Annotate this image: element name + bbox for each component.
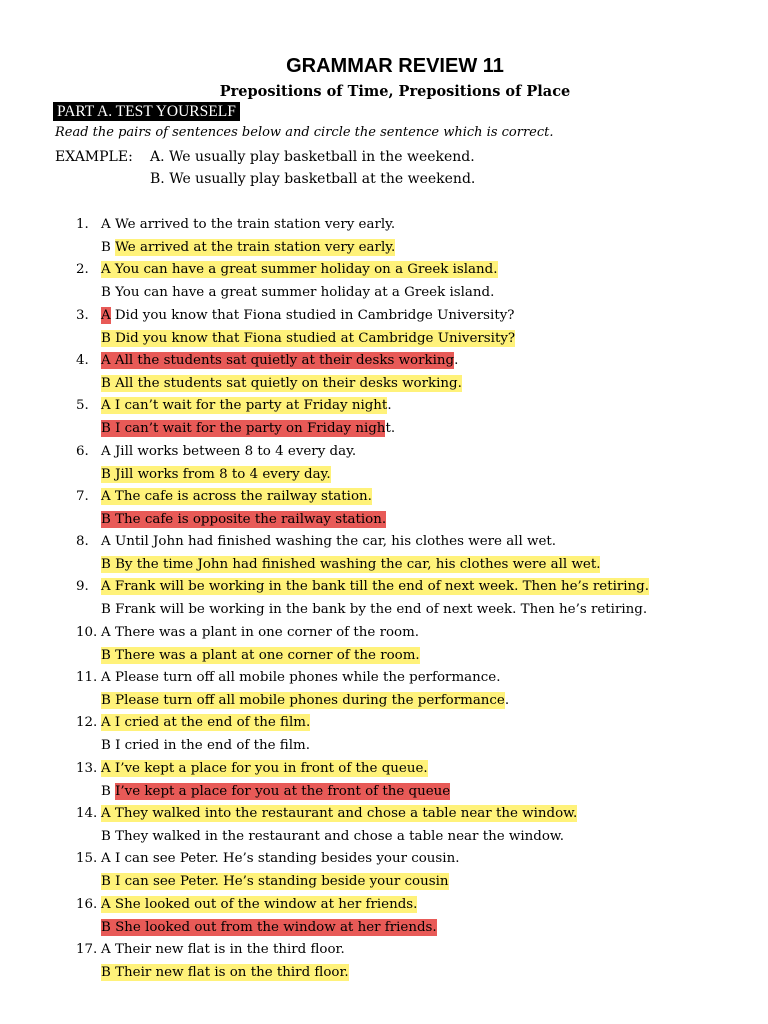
example-a-letter: A — [150, 149, 161, 165]
question-item — [0, 350, 768, 396]
option-a[interactable] — [101, 848, 459, 870]
option-text: They walked in the restaurant and chose a table near the window. — [115, 828, 565, 844]
option-b[interactable] — [101, 917, 437, 939]
option-letter: A — [101, 941, 111, 957]
question-number: 10. — [76, 624, 98, 640]
option-text: Frank will be working in the bank by the end of next week. Then he’s retiring. — [115, 602, 648, 618]
option-letter: A — [101, 670, 111, 685]
option-a[interactable] — [101, 712, 310, 734]
question-item — [0, 622, 768, 668]
option-b[interactable] — [101, 328, 515, 350]
option-b[interactable] — [101, 645, 420, 667]
question-item — [0, 441, 768, 487]
page-title: GRAMMAR REVIEW 11 — [286, 55, 504, 77]
question-item — [0, 939, 768, 985]
option-a[interactable] — [101, 441, 356, 463]
yellow-highlight: We arrived at the train station very early. — [115, 240, 396, 255]
yellow-highlight: B Their new flat is on the third floor. — [101, 964, 349, 980]
question-number: 7. — [76, 488, 89, 504]
option-tail: Did you know that Fiona studied in Cambridge University? — [110, 307, 515, 323]
option-a[interactable] — [101, 214, 395, 236]
option-b[interactable] — [101, 690, 509, 712]
option-a[interactable] — [101, 395, 392, 417]
option-b[interactable] — [101, 509, 386, 531]
part-heading: PART A. TEST YOURSELF — [53, 102, 240, 121]
question-item — [0, 259, 768, 305]
red-highlight: I’ve kept a place for you at the front of the queue — [115, 783, 451, 799]
yellow-highlight: A She looked out of the window at her friends. — [101, 896, 418, 912]
question-number: 14. — [76, 805, 98, 821]
option-b[interactable] — [101, 962, 349, 984]
question-number: 13. — [76, 760, 98, 776]
question-number: 5. — [76, 398, 89, 414]
option-text: Until John had finished washing the car, his clothes were all wet. — [114, 534, 557, 550]
question-number: 3. — [76, 307, 89, 323]
option-b[interactable] — [101, 826, 564, 848]
question-number: 4. — [76, 352, 89, 368]
yellow-highlight: A I can’t wait for the party at Friday night — [101, 398, 388, 414]
option-a[interactable] — [101, 803, 577, 825]
option-tail: . — [504, 693, 510, 708]
option-letter: B — [101, 738, 111, 754]
question-item — [0, 531, 768, 577]
option-b[interactable] — [101, 781, 450, 803]
example-option-a — [150, 149, 475, 165]
red-highlight: A — [101, 307, 111, 323]
yellow-highlight: B Did you know that Fiona studied at Cambridge University? — [101, 330, 516, 346]
yellow-highlight: A I cried at the end of the film. — [101, 715, 311, 731]
red-highlight: A All the students sat quietly at their desks working — [101, 352, 455, 368]
yellow-highlight: A They walked into the restaurant and chose a table near the window. — [101, 805, 578, 821]
page-subtitle: Prepositions of Time, Prepositions of Place — [219, 83, 571, 100]
option-b[interactable] — [101, 871, 449, 893]
option-letter: B — [101, 602, 111, 618]
question-item — [0, 803, 768, 849]
example-b-text: . We usually play basketball at the weekend. — [160, 171, 476, 187]
option-text: Please turn off all mobile phones while the performance. — [114, 670, 501, 685]
question-item — [0, 712, 768, 758]
question-item — [0, 848, 768, 894]
option-letter: B — [101, 285, 111, 301]
question-number: 11. — [76, 670, 98, 685]
red-highlight: B The cafe is opposite the railway station. — [101, 511, 387, 527]
example-option-b — [150, 171, 475, 187]
question-item — [0, 305, 768, 351]
option-letter: B — [101, 240, 111, 255]
option-b[interactable] — [101, 599, 647, 621]
yellow-highlight: A Frank will be working in the bank till the end of next week. Then he’s retiring. — [101, 579, 650, 595]
option-a[interactable] — [101, 259, 498, 281]
option-tail: . — [387, 398, 392, 414]
question-item — [0, 395, 768, 441]
option-tail: t. — [385, 421, 396, 437]
option-tail: . — [454, 352, 459, 368]
option-letter: A — [101, 534, 111, 550]
option-text: Jill works between 8 to 4 every day. — [114, 443, 357, 459]
option-b[interactable] — [101, 554, 600, 576]
yellow-highlight: A You can have a great summer holiday on a Greek island. — [101, 262, 498, 278]
question-number: 12. — [76, 715, 98, 731]
option-a[interactable] — [101, 894, 417, 916]
option-b[interactable] — [101, 418, 395, 440]
option-a[interactable] — [101, 939, 345, 961]
option-a[interactable] — [101, 531, 556, 553]
option-b[interactable] — [101, 373, 462, 395]
yellow-highlight: A The cafe is across the railway station. — [101, 488, 372, 504]
red-highlight: B I can’t wait for the party on Friday nigh — [101, 421, 386, 437]
option-a[interactable] — [101, 576, 649, 598]
question-number: 16. — [76, 896, 98, 912]
option-letter: A — [101, 851, 111, 867]
question-item — [0, 894, 768, 940]
question-number: 6. — [76, 443, 89, 459]
question-number: 1. — [76, 217, 89, 232]
instructions: Read the pairs of sentences below and circle the sentence which is correct. — [55, 125, 554, 140]
example-label: EXAMPLE: — [55, 149, 133, 165]
option-a[interactable] — [101, 758, 428, 780]
yellow-highlight: B By the time John had finished washing the car, his clothes were all wet. — [101, 557, 601, 573]
option-letter: B — [101, 828, 111, 844]
question-number: 9. — [76, 579, 89, 595]
option-text: I can see Peter. He’s standing besides your cousin. — [114, 851, 460, 867]
yellow-highlight: B There was a plant at one corner of the room. — [101, 647, 420, 663]
example-a-text: . We usually play basketball in the weekend. — [160, 149, 475, 165]
option-letter: A — [101, 217, 111, 232]
option-b[interactable] — [101, 735, 310, 757]
yellow-highlight: B Jill works from 8 to 4 every day. — [101, 466, 331, 482]
option-letter: A — [101, 624, 111, 640]
option-b[interactable] — [101, 237, 395, 259]
question-item — [0, 758, 768, 804]
option-b[interactable] — [101, 464, 331, 486]
question-item — [0, 667, 768, 713]
option-a[interactable] — [101, 486, 372, 508]
question-item — [0, 486, 768, 532]
question-number: 2. — [76, 262, 89, 278]
option-text: We arrived to the train station very early. — [114, 217, 396, 232]
yellow-highlight: B I can see Peter. He’s standing beside your cousin — [101, 874, 449, 890]
option-b[interactable] — [101, 282, 494, 304]
yellow-highlight: B All the students sat quietly on their desks working. — [101, 375, 462, 391]
question-item — [0, 576, 768, 622]
question-number: 15. — [76, 851, 98, 867]
red-highlight: B She looked out from the window at her friends. — [101, 919, 437, 935]
option-a[interactable] — [101, 350, 458, 372]
option-a[interactable] — [101, 305, 514, 327]
option-letter: A — [101, 443, 111, 459]
option-text: Their new flat is in the third floor. — [114, 941, 345, 957]
yellow-highlight: A I’ve kept a place for you in front of the queue. — [101, 760, 428, 776]
option-text: There was a plant in one corner of the room. — [114, 624, 420, 640]
option-letter: B — [101, 783, 111, 799]
option-text: I cried in the end of the film. — [115, 738, 310, 754]
option-a[interactable] — [101, 622, 419, 644]
example-b-letter: B — [150, 171, 161, 187]
option-text: You can have a great summer holiday at a Greek island. — [115, 285, 495, 301]
question-number: 17. — [76, 941, 98, 957]
option-a[interactable] — [101, 667, 500, 689]
question-item — [0, 214, 768, 260]
yellow-highlight: B Please turn off all mobile phones during the performance — [101, 693, 505, 708]
question-number: 8. — [76, 534, 89, 550]
